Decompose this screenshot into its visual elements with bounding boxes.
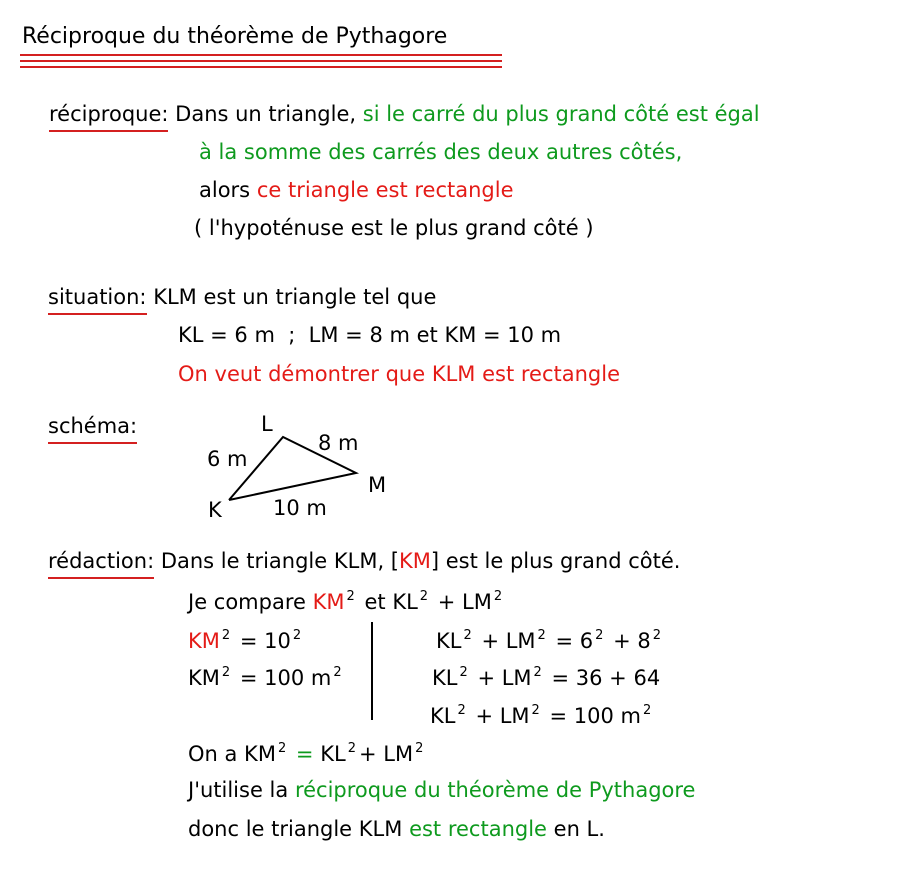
reciproque-text: Dans un triangle,: [175, 102, 357, 126]
column-separator: [371, 622, 373, 720]
compare-text: Je compare: [188, 590, 306, 614]
right-value: + 8: [613, 629, 651, 653]
redaction-text-a: Dans le triangle KLM, [: [160, 549, 399, 573]
conclusion-rectangle: est rectangle: [409, 817, 547, 841]
situation-text: KLM est un triangle tel que: [153, 285, 437, 309]
conclusion-line: [188, 819, 605, 840]
right-value: = 36 + 64: [551, 666, 661, 690]
square-exponent: 2: [346, 589, 355, 604]
compare-lm: + LM: [437, 590, 492, 614]
on-a-km: On a KM: [188, 742, 276, 766]
square-exponent: 2: [333, 665, 342, 680]
compare-line: [188, 590, 505, 613]
redaction-km: KM: [399, 549, 431, 573]
page-title: Réciproque du théorème de Pythagore: [22, 24, 448, 49]
redaction-label: rédaction:: [48, 549, 155, 573]
situation-label: situation:: [48, 285, 147, 309]
square-exponent: 2: [531, 703, 540, 718]
title-underline-3: [20, 66, 502, 68]
reciproque-label: réciproque:: [49, 102, 169, 126]
compare-kl: et KL: [364, 590, 418, 614]
conclusion-vertex: en L.: [553, 817, 605, 841]
square-exponent: 2: [419, 589, 429, 604]
vertex-k-label: K: [208, 498, 222, 522]
side-kl-label: 6 m: [207, 447, 248, 471]
right-lm: + LM: [477, 666, 532, 690]
on-a-lm: + LM: [358, 742, 414, 766]
reciproque-line-2: à la somme des carrés des deux autres côtés,: [199, 140, 683, 164]
square-exponent: 2: [533, 665, 542, 680]
square-exponent: 2: [493, 589, 503, 604]
utilise-text: J'utilise la: [188, 778, 289, 802]
conclusion-text: donc le triangle KLM: [188, 817, 403, 841]
utilise-line: [188, 780, 695, 801]
left-calc-1: [188, 629, 304, 652]
vertex-m-label: M: [368, 473, 387, 497]
utilise-theorem: réciproque du théorème de Pythagore: [294, 778, 696, 802]
reciproque-line-1: [49, 104, 760, 125]
right-lm: + LM: [475, 704, 530, 728]
right-value: = 100 m: [549, 704, 642, 728]
right-value: = 6: [555, 629, 594, 653]
right-calc-2: [432, 666, 660, 689]
square-exponent: 2: [457, 703, 466, 718]
right-kl: KL: [430, 704, 456, 728]
square-exponent: 2: [643, 703, 652, 718]
square-exponent: 2: [292, 628, 302, 643]
reciproque-conclusion: ce triangle est rectangle: [256, 178, 514, 202]
right-calc-3: [430, 704, 654, 727]
redaction-line-1: [48, 551, 680, 572]
reciproque-alors: alors: [199, 178, 251, 202]
equals-sign: =: [295, 742, 314, 766]
on-a-line: [188, 742, 426, 765]
left-km: KM: [188, 666, 220, 690]
schema-line: [48, 416, 137, 437]
side-lm-label: 8 m: [318, 431, 359, 455]
left-calc-2: [188, 666, 345, 689]
square-exponent: 2: [537, 628, 546, 643]
right-lm: + LM: [481, 629, 536, 653]
left-value: = 100 m: [239, 666, 332, 690]
square-exponent: 2: [277, 741, 287, 756]
triangle-diagram: [195, 405, 415, 525]
square-exponent: 2: [221, 665, 231, 680]
left-value: = 10: [239, 629, 291, 653]
reciproque-line-3: [199, 180, 514, 201]
redaction-text-b: ] est le plus grand côté.: [430, 549, 681, 573]
reciproque-line-4: ( l'hypoténuse est le plus grand côté ): [194, 216, 594, 240]
vertex-l-label: L: [261, 412, 273, 436]
right-kl: KL: [436, 629, 462, 653]
square-exponent: 2: [595, 628, 604, 643]
square-exponent: 2: [347, 741, 356, 756]
title-underline-1: [20, 54, 502, 56]
square-exponent: 2: [459, 665, 468, 680]
situation-line-1: [48, 287, 436, 308]
square-exponent: 2: [221, 628, 231, 643]
left-km: KM: [188, 629, 220, 653]
right-kl: KL: [432, 666, 458, 690]
schema-label: schéma:: [48, 414, 138, 438]
title-underline-2: [20, 60, 502, 62]
situation-line-3: On veut démontrer que KLM est rectangle: [178, 362, 620, 386]
right-calc-1: [436, 629, 664, 652]
on-a-kl: KL: [320, 742, 346, 766]
reciproque-condition: si le carré du plus grand côté est égal: [362, 102, 760, 126]
square-exponent: 2: [652, 628, 662, 643]
side-km-label: 10 m: [273, 496, 327, 520]
square-exponent: 2: [463, 628, 472, 643]
square-exponent: 2: [415, 741, 424, 756]
situation-line-2: KL = 6 m ; LM = 8 m et KM = 10 m: [178, 323, 562, 347]
compare-km: KM: [312, 590, 345, 614]
